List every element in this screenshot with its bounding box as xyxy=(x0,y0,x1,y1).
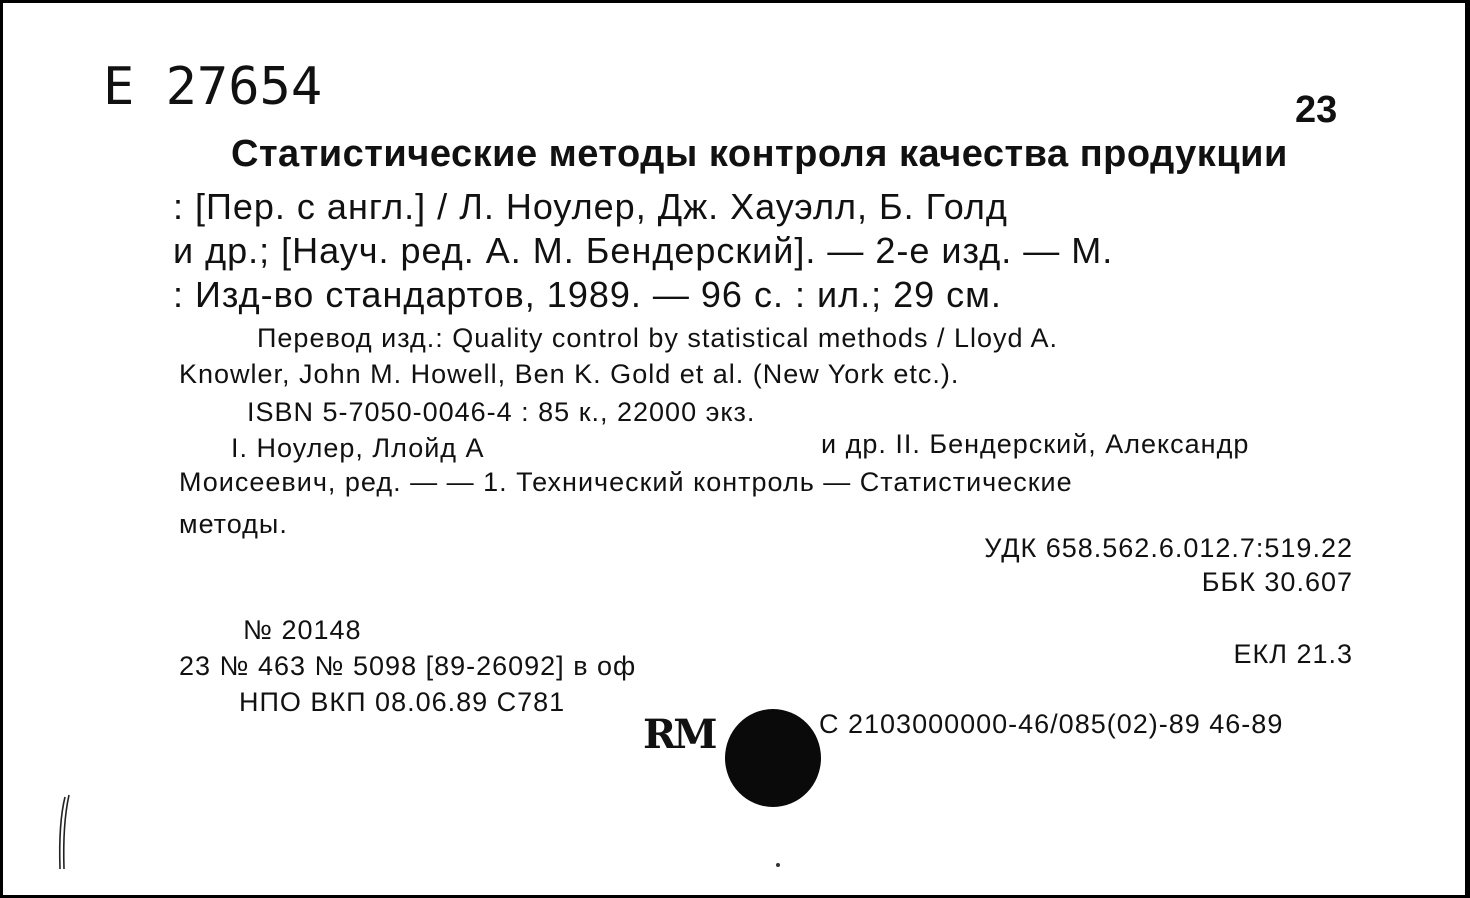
udk-code: УДК 658.562.6.012.7:519.22 xyxy=(984,533,1353,563)
book-title: Статистические методы контроля качества продукции xyxy=(231,133,1288,175)
speck-mark xyxy=(776,863,780,867)
npo-line: НПО ВКП 08.06.89 С781 xyxy=(239,687,566,717)
tracing-line-3: методы. xyxy=(179,509,288,539)
ekl-code: ЕКЛ 21.3 xyxy=(1233,639,1353,669)
print-order-line: 23 № 463 № 5098 [89-26092] в оф xyxy=(179,651,637,681)
translation-note-line-1: Перевод изд.: Quality control by statistical methods / Lloyd A. xyxy=(257,323,1059,353)
price-code-line: С 2103000000-46/085(02)-89 46-89 xyxy=(819,709,1284,739)
tracing-line-1a: I. Ноулер, Ллойд А xyxy=(231,433,485,463)
bbk-code: ББК 30.607 xyxy=(1201,567,1353,597)
imprint-line: : Изд-во стандартов, 1989. — 96 с. : ил.; 29 см. xyxy=(173,274,1002,315)
card-number: 23 xyxy=(1295,89,1338,131)
responsibility-line-2: и др.; [Науч. ред. А. М. Бендерский]. — 2-е изд. — М. xyxy=(173,230,1114,271)
pen-stroke-mark xyxy=(51,793,81,873)
punch-hole-mark xyxy=(725,709,821,807)
registration-number: № 20148 xyxy=(243,615,362,645)
tracing-line-2: Моисеевич, ред. — — 1. Технический контроль — Статистические xyxy=(179,467,1073,497)
isbn-line: ISBN 5-7050-0046-4 : 85 к., 22000 экз. xyxy=(247,397,756,427)
tracing-line-1b: и др. II. Бендерский, Александр xyxy=(821,429,1250,459)
translation-note-line-2: Knowler, John M. Howell, Ben K. Gold et al. (New York etc.). xyxy=(179,359,960,389)
responsibility-line-1: : [Пер. с англ.] / Л. Ноулер, Дж. Хауэлл, Б. Голд xyxy=(173,186,1008,227)
rm-logo: RM xyxy=(643,711,715,758)
catalog-card xyxy=(3,3,1465,895)
shelf-mark: Е 27654 xyxy=(103,57,323,117)
